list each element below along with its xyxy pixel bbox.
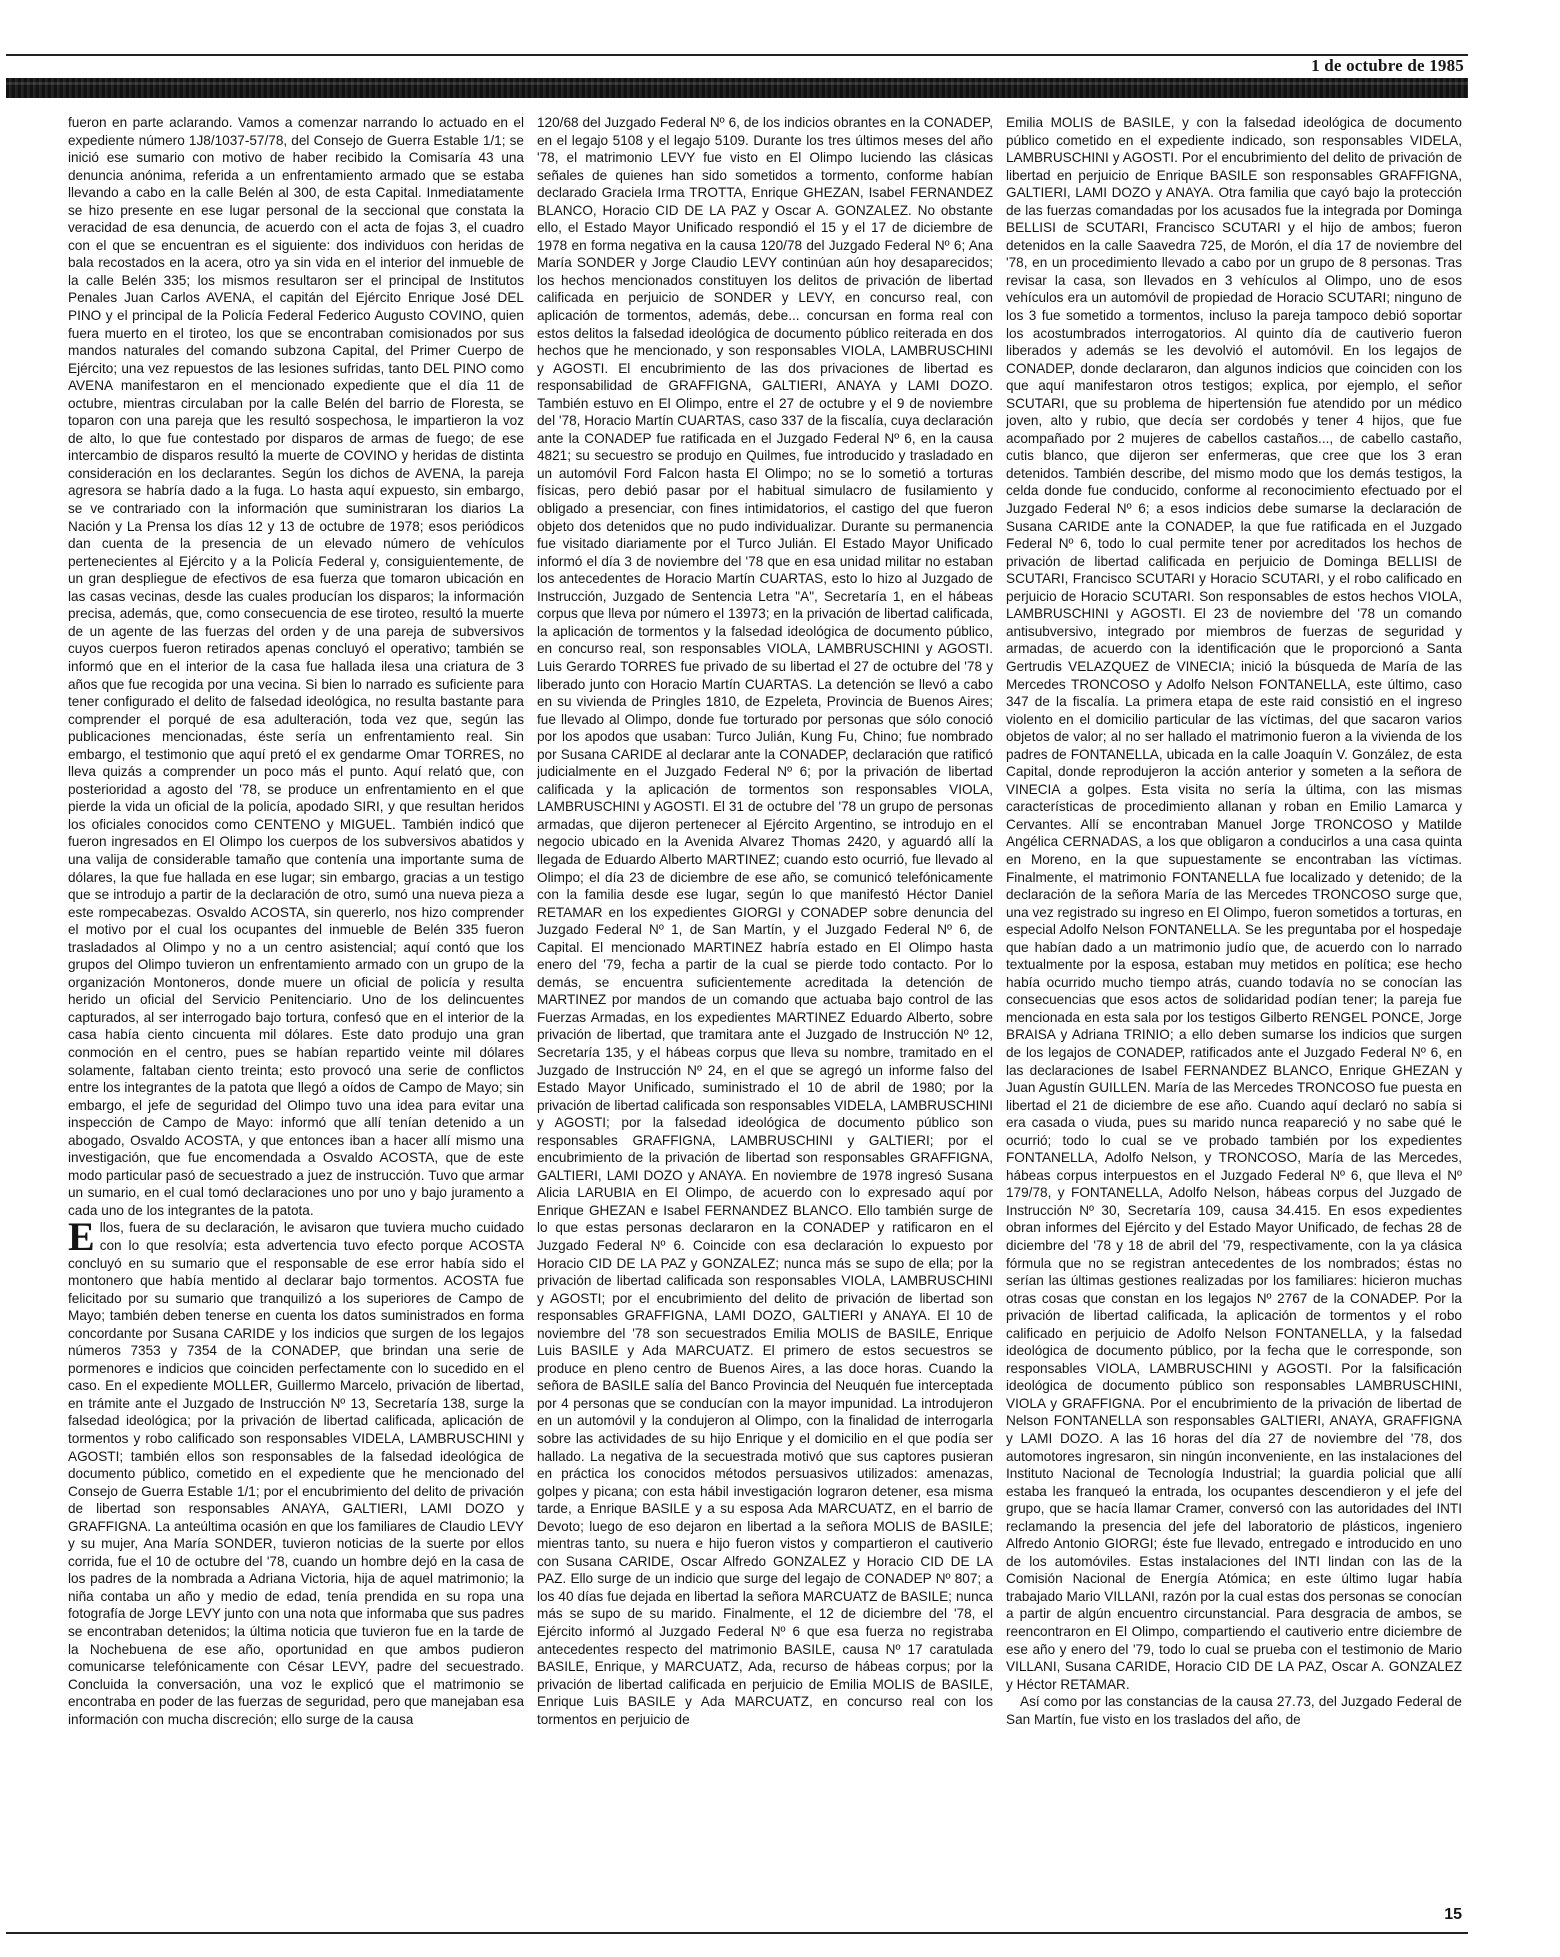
column-1-paragraph-1: fueron en parte aclarando. Vamos a comenzar narrando lo actuado en el expediente número 1J8/1037-57/78, del Consejo de Guerra Estable 1/1; se inició ese sumario con motivo de haber recibido la Comisaría 43 una denuncia anónima, referida a un enfrentamiento armado que se estaba llevando a cabo en la calle Belén al 300, de esta Capital. Inmediatamente se hizo presente en ese lugar personal de la seccional que constata la veracidad de esa denuncia, de acuerdo con el acta de fojas 3, el cuadro con el que se encuentran es el siguiente: dos individuos con heridas de bala recostados en la acera, otro ya sin vida en el interior del inmueble de la calle Belén 335; los mismos resultaron ser el principal de Institutos Penales Juan Carlos AVENA, el capitán del Ejército Enrique José DEL PINO y el principal de la Policía Federal Federico Augusto COVINO, quien fuera muerto en el tiroteo, los que se encontraban comisionados por sus mandos naturales del comando subzona Capital, del Primer Cuerpo de Ejército; una vez repuestos de las lesiones sufridas, tanto DEL PINO como AVENA manifestaron en el mencionado expediente que el día 11 de octubre, mientras circulaban por la calle Belén del barrio de Floresta, se toparon con una pareja que les resultó sospechosa, le impartieron la voz de alto, lo que fue contestado por disparos de armas de fuego; de ese intercambio de disparos resultó la muerte de COVINO y heridas de distinta consideración en los declarantes. Según los dichos de AVENA, la pareja agresora se habría dado a la fuga. Lo hasta aquí expuesto, sin embargo, se ve contrariado con la información que suministraran los diarios La Nación y La Prensa los días 12 y 13 de octubre de 1978; esos periódicos dan cuenta de la presencia de un elevado número de vehículos pertenecientes al Ejército y a la Policía Federal y, consiguientemente, de un gran despliegue de efectivos de esa fuerza que tomaron ubicación en las casas vecinas, desde las cuales producían los disparos; la información precisa, además, que, como consecuencia de ese tiroteo, resultó la muerte de un agente de las fuerzas del orden y de una pareja de subversivos cuyos cuerpos fueron retirados apenas concluyó el operativo; también se informó que en el interior de la casa fue hallada ilesa una criatura de 3 años que fue recogida por una vecina. Si bien lo narrado es suficiente para tener configurado el delito de falsedad ideológica, no resulta bastante para comprender el porqué de esa adulteración, toda vez que, según las publicaciones mencionadas, éste sería un enfrentamiento real. Sin embargo, el testimonio que aquí pretó el ex gendarme Omar TORRES, no lleva quizás a comprender un poco más el punto. Aquí relató que, con posterioridad a agosto del '78, se produce un enfrentamiento en el que pierde la vida un oficial de la policía, apodado SIRI, y que resultan heridos los oficiales conocidos como CENTENO y MIGUEL. También indicó que fueron ingresados en El Olimpo los cuerpos de los subversivos abatidos y una valija de considerable tamaño que contenía una importante suma de dólares, la que fue hallada en ese lugar; sin embargo, gracias a un testigo que se introdujo a partir de la declaración de otro, sumó una nueva pieza a este rompecabezas. Osvaldo ACOSTA, sin quererlo, nos hizo comprender el motivo por el cual los ocupantes del inmueble de Belén 335 fueron trasladados al Olimpo y no a un centro asistencial; aquí contó que los grupos del Olimpo tuvieron un enfrentamiento armado con un grupo de la organización Montoneros, donde muere un oficial de policía y resulta herido un oficial del Servicio Penitenciario. Uno de los delincuentes capturados, al ser interrogado bajo tortura, confesó que en el interior de la casa había ciento cincuenta mil dólares. Este dato produjo una gran conmoción en el centro, pues se habían repartido veinte mil dólares solamente, faltaban ciento treinta; esto provocó una serie de conflictos entre los integrantes de la patota que llegó a oídos de Campo de Mayo; sin embargo, el jefe de seguridad del Olimpo tuvo una idea para evitar una inspección de Campo de Mayo: informó que allí tenían detenido a un abogado, Osvaldo ACOSTA, y que entonces iban a hacer allí mismo una investigación, que fue encomendada a Osvaldo ACOSTA, que de este modo particular pasó de secuestrado a juez de instrucción. Tuvo que armar un sumario, en el cual tomó declaraciones uno por uno y bajo juramento a cada uno de los integrantes de la patota.: [68, 115, 524, 1218]
column-2: [537, 114, 993, 1914]
column-2-paragraph-1: 120/68 del Juzgado Federal Nº 6, de los indicios obrantes en la CONADEP, en el legajo 5108 y el legajo 5109. Durante los tres últimos meses del año '78, el matrimonio LEVY fue visto en El Olimpo luciendo las clásicas señales de quienes han sido sometidos a tormento, conforme habían declarado Graciela Irma TROTTA, Enrique GHEZAN, Isabel FERNANDEZ BLANCO, Horacio CID DE LA PAZ y Oscar A. GONZALEZ. No obstante ello, el Estado Mayor Unificado respondió el 15 y el 17 de diciembre de 1978 en forma negativa en la causa 120/78 del Juzgado Federal Nº 6; Ana María SONDER y Jorge Claudio LEVY continúan aún hoy desaparecidos; los hechos mencionados constituyen los delitos de privación de libertad calificada en perjuicio de SONDER y LEVY, en concurso real, con aplicación de tormentos, además, debe... concursan en forma real con estos delitos la falsedad ideológica de documento público reiterada en dos hechos que he mencionado, y son responsables VIOLA, LAMBRUSCHINI y AGOSTI. El encubrimiento de las dos privaciones de libertad es responsabilidad de GRAFFIGNA, GALTIERI, ANAYA y LAMI DOZO. También estuvo en El Olimpo, entre el 27 de octubre y el 9 de noviembre del '78, Horacio Martín CUARTAS, caso 337 de la fiscalía, cuya declaración ante la CONADEP fue ratificada en el Juzgado Federal Nº 6, en la causa 4821; su secuestro se produjo en Quilmes, fue introducido y trasladado en un automóvil Ford Falcon hasta El Olimpo; no se lo sometió a torturas físicas, pero debió pasar por el habitual simulacro de fusilamiento y obligado a presenciar, con fines intimidatorios, el castigo del que fueron objeto dos detenidos que no pudo individualizar. Durante su permanencia fue visitado diariamente por el Turco Julián. El Estado Mayor Unificado informó el día 3 de noviembre del '78 que en esa unidad militar no estaban los antecedentes de Horacio Martín CUARTAS, esto lo hizo al Juzgado de Instrucción, Juzgado de Sentencia Letra "A", Secretaría 1, en el hábeas corpus que lleva por número el 13973; en la privación de libertad calificada, la aplicación de tormentos y la falsedad ideológica de documento público, en concurso real, son responsables VIOLA, LAMBRUSCHINI y AGOSTI. Luis Gerardo TORRES fue privado de su libertad el 27 de octubre del '78 y liberado junto con Horacio Martín CUARTAS. La detención se llevó a cabo en su vivienda de Pringles 1810, de Ezpeleta, Provincia de Buenos Aires; fue llevado al Olimpo, donde fue torturado por personas que sólo conoció por los apodos que usaban: Turco Julián, Kung Fu, Chino; fue nombrado por Susana CARIDE al declarar ante la CONADEP, declaración que ratificó judicialmente en el Juzgado Federal Nº 6; por la privación de libertad calificada y la aplicación de tormentos son responsables VIOLA, LAMBRUSCHINI y AGOSTI. El 31 de octubre del '78 un grupo de personas armadas, que dijeron pertenecer al Ejército Argentino, se introdujo en el negocio ubicado en la Avenida Alvarez Thomas 2420, y aguardó allí la llegada de Eduardo Alberto MARTINEZ; cuando esto ocurrió, fue llevado al Olimpo; el día 23 de diciembre de ese año, se comunicó telefónicamente con la familia desde ese lugar, según lo que manifestó Héctor Daniel RETAMAR en los expedientes GIORGI y CONADEP sobre denuncia del Juzgado Federal Nº 1, de San Martín, y el Juzgado Federal Nº 6, de Capital. El mencionado MARTINEZ habría estado en El Olimpo hasta enero del '79, fecha a partir de la cual se pierde todo contacto. Por lo demás, se encuentra suficientemente acreditada la detención de MARTINEZ por mandos de un comando que actuaba bajo control de las Fuerzas Armadas, en los expedientes MARTINEZ Eduardo Alberto, sobre privación de libertad, que tramitara ante el Juzgado de Instrucción Nº 12, Secretaría 135, y el hábeas corpus que lleva su nombre, tramitado en el Juzgado de Instrucción Nº 24, en el que se agregó un informe falso del Estado Mayor Unificado, suministrado el 10 de abril de 1980; por la privación de libertad calificada son responsables VIDELA, LAMBRUSCHINI y AGOSTI; por la falsedad ideológica de documento público son responsables GRAFFIGNA, LAMBRUSCHINI y GALTIERI; por el encubrimiento de la privación de libertad son responsables GRAFFIGNA, GALTIERI, LAMI DOZO y ANAYA. En noviembre de 1978 ingresó Susana Alicia LARUBIA en El Olimpo, de acuerdo con lo expresado aquí por Enrique GHEZAN e Isabel FERNANDEZ BLANCO. Ello también surge de lo que estas personas declararon en la CONADEP y ratificaron en el Juzgado Federal Nº 6. Coincide con esa declaración lo expuesto por Horacio CID DE LA PAZ y GONZALEZ; nunca más se supo de ella; por la privación de libertad calificada son responsables VIOLA, LAMBRUSCHINI y AGOSTI; por el encubrimiento del delito de privación de libertad son responsables GRAFFIGNA, LAMI DOZO, GALTIERI y ANAYA. El 10 de noviembre del '78 son secuestrados Emilia MOLIS de BASILE, Enrique Luis BASILE y Ada MARCUATZ. El primero de estos secuestros se produce en pleno centro de Buenos Aires, a las doce horas. Cuando la señora de BASILE salía del Banco Provincia del Neuquén fue interceptada por 4 personas que se conducían con la mayor impunidad. La introdujeron en un automóvil y la condujeron al Olimpo, con la finalidad de interrogarla sobre las actividades de su hijo Enrique y el domicilio en el que podía ser hallado. La negativa de la secuestrada motivó que sus captores pusieran en práctica los conocidos métodos persuasivos utilizados: amenazas, golpes y picana; con esta hábil investigación lograron detener, esa misma tarde, a Enrique BASILE y a su esposa Ada MARCUATZ, en el barrio de Devoto; luego de eso dejaron en libertad a la señora MOLIS de BASILE; mientras tanto, su nuera e hijo fueron vistos y compartieron el cautiverio con Susana CARIDE, Oscar Alfredo GONZALEZ y Horacio CID DE LA PAZ. Ello surge de un indicio que surge del legajo de CONADEP Nº 807; a los 40 días fue dejada en libertad la señora MARCUATZ de BASILE; nunca más se supo de su marido. Finalmente, el 12 de diciembre del '78, el Ejército informó al Juzgado Federal Nº 6 que esa fuerza no registraba antecedentes respecto del matrimonio BASILE, causa Nº 17 caratulada BASILE, Enrique, y MARCUATZ, Ada, recurso de hábeas corpus; por la privación de libertad calificada en perjuicio de Emilia MOLIS de BASILE, Enrique Luis BASILE y Ada MARCUATZ, en concurso real con los tormentos en perjuicio de: [537, 115, 993, 1727]
column-1: [68, 114, 524, 1914]
column-3-paragraph-1: Emilia MOLIS de BASILE, y con la falsedad ideológica de documento público cometido en el expediente indicado, son responsables VIDELA, LAMBRUSCHINI y AGOSTI. Por el encubrimiento del delito de privación de libertad en perjuicio de Enrique BASILE son responsables GRAFFIGNA, GALTIERI, LAMI DOZO y ANAYA. Otra familia que cayó bajo la protección de las fuerzas comandadas por los acusados fue la integrada por Dominga BELLISI de SCUTARI, Francisco SCUTARI y el hijo de ambos; fueron detenidos en la calle Saavedra 725, de Morón, el día 17 de noviembre del '78, en un procedimiento llevado a cabo por un grupo de 8 personas. Tras revisar la casa, son llevados en 3 vehículos al Olimpo, uno de esos vehículos era un automóvil de propiedad de Horacio SCUTARI; ninguno de los 3 fue sometido a tormentos, incluso la pareja tampoco debió soportar los acostumbrados interrogatorios. Al quinto día de cautiverio fueron liberados y además se les devolvió el automóvil. En los legajos de CONADEP, donde declararon, dan algunos indicios que coinciden con los que aquí manifestaron otros testigos; explica, por ejemplo, el señor SCUTARI, que su problema de hipertensión fue atendido por un médico joven, alto y rubio, que decía ser cordobés y tener 4 hijos, que fue acompañado por 2 mujeres de cabellos castaños..., de cabello castaño, cutis blanco, que dijeron ser enfermeras, que cree que los 3 eran detenidos. También describe, del mismo modo que los demás testigos, la celda donde fue conducido, conforme al reconocimiento efectuado por el Juzgado Federal Nº 6; a esos indicios debe sumarse la declaración de Susana CARIDE ante la CONADEP, la que fue ratificada en el Juzgado Federal Nº 6, todo lo cual permite tener por acreditados los hechos de privación de libertad calificada en perjuicio de Dominga BELLISI de SCUTARI, Francisco SCUTARI y Horacio SCUTARI, y el robo calificado en perjuicio de Horacio SCUTARI. Son responsables de estos hechos VIOLA, LAMBRUSCHINI y AGOSTI. El 23 de noviembre del '78 un comando antisubversivo, integrado por miembros de fuerzas de seguridad y armadas, de acuerdo con la identificación que le proporcionó a Santa Gertrudis VELAZQUEZ de VINECIA; inició la búsqueda de María de las Mercedes TRONCOSO y Adolfo Nelson FONTANELLA, este último, caso 347 de la fiscalía. La primera etapa de este raid consistió en el ingreso violento en el domicilio particular de las víctimas, del que sacaron varios objetos de valor; al no ser hallado el matrimonio fueron a la vivienda de los padres de FONTANELLA, ubicada en la calle Joaquín V. González, de esta Capital, donde reprodujeron la acción anterior y someten a la señora de VINECIA a golpes. Esta visita no sería la última, con las mismas características de procedimiento allanan y roban en Emilio Lamarca y Cervantes. Allí se encontraban Manuel Jorge TRONCOSO y Matilde Angélica CERNADAS, a los que obligaron a conducirlos a una casa quinta en Moreno, en la que supuestamente se encontraban las víctimas. Finalmente, el matrimonio FONTANELLA fue localizado y detenido; de la declaración de la señora María de las Mercedes TRONCOSO surge que, una vez registrado su ingreso en El Olimpo, fueron sometidos a torturas, en especial Adolfo Nelson FONTANELLA. Se les preguntaba por el hospedaje que habían dado a un matrimonio judío que, de acuerdo con lo narrado textualmente por la esposa, estaban muy metidos en política; ese hecho había ocurrido mucho tiempo atrás, cuando todavía no se conocían las consecuencias que esos actos de solidaridad podían tener; la pareja fue mencionada en esta sala por los testigos Gilberto RENGEL PONCE, Jorge BRAISA y Adriana TRINIO; a ello deben sumarse los indicios que surgen de los legajos de CONADEP, ratificados ante el Juzgado Federal Nº 6, en las declaraciones de Isabel FERNANDEZ BLANCO, Enrique GHEZAN y Juan Agustín GUILLEN. María de las Mercedes TRONCOSO fue puesta en libertad el 21 de diciembre de ese año. Cuando aquí declaró no sabía si era casada o viuda, pues su marido nunca reapareció y no sabe qué le ocurrió; todo lo cual se ve probado también por los expedientes FONTANELLA, Adolfo Nelson, y TRONCOSO, María de las Mercedes, hábeas corpus interpuestos en el Juzgado Federal Nº 6, que lleva el Nº 179/78, y FONTANELLA, Adolfo Nelson, hábeas corpus del Juzgado de Instrucción Nº 30, Secretaría 109, causa 34.415. En esos expedientes obran informes del Ejército y del Estado Mayor Unificado, de fechas 28 de diciembre del '78 y 18 de abril del '79, respectivamente, con la ya clásica fórmula que no se registran antecedentes de los nombrados; éstas no serían las últimas gestiones realizadas por los familiares: hicieron muchas otras cosas que constan en los legajos Nº 2767 de la CONADEP. Por la privación de libertad calificada, la aplicación de tormentos y el robo calificado en perjuicio de Adolfo Nelson FONTANELLA, y la falsedad ideológica de documento público, por la fecha que le corresponde, son responsables VIOLA, LAMBRUSCHINI y AGOSTI. Por la falsificación ideológica de documento público son responsables LAMBRUSCHINI, VIOLA y GRAFFIGNA. Por el encubrimiento de la privación de libertad de Nelson FONTANELLA son responsables GALTIERI, ANAYA, GRAFFIGNA y LAMI DOZO. A las 16 horas del día 27 de noviembre del '78, dos automotores ingresaron, sin ningún inconveniente, en las instalaciones del Instituto Nacional de Tecnología Industrial; la guardia policial que allí estaba les franqueó la entrada, los ocupantes descendieron y el jefe del grupo, que se hacía llamar Cramer, conversó con las autoridades del INTI reclamando la presencia del jefe del laboratorio de plásticos, ingeniero Alfredo Antonio GIORGI; éste fue llevado, entregado e introducido en uno de los automóviles. Estas instalaciones del INTI lindan con las de la Comisión Nacional de Energía Atómica; en este último lugar había trabajado Mario VILLANI, razón por la cual estas dos personas se conocían a partir de algún encuentro circunstancial. Para desgracia de ambos, se reencontraron en El Olimpo, compartiendo el cautiverio entre diciembre de ese año y enero del '79, todo lo cual se prueba con el testimonio de Mario VILLANI, Susana CARIDE, Horacio CID DE LA PAZ, Oscar A. GONZALEZ y Héctor RETAMAR.: [1006, 115, 1462, 1692]
column-1-paragraph-2-text: llos, fuera de su declaración, le avisaron que tuviera mucho cuidado con lo que resolvía; esta advertencia tuvo efecto porque ACOSTA concluyó en su sumario que el responsable de ese error había sido el montonero que había mentido al declarar bajo tormentos. ACOSTA fue felicitado por su sumario que tranquilizó a los superiores de Campo de Mayo; también deben tenerse en cuenta los datos suministrados en forma concordante por Susana CARIDE y los indicios que surgen de los legajos números 7353 y 7354 de la CONADEP, que brindan una serie de pormenores e indicios que coinciden perfectamente con lo sucedido en el caso. En el expediente MOLLER, Guillermo Marcelo, privación de libertad, en trámite ante el Juzgado de Instrucción Nº 13, Secretaría 138, surge la falsedad ideológica; por la privación de libertad calificada, aplicación de tormentos y robo calificado son responsables VIDELA, LAMBRUSCHINI y AGOSTI; también ellos son responsables de la falsedad ideológica de documento público, cometido en el expediente que he mencionado del Consejo de Guerra Estable 1/1; por el encubrimiento del delito de privación de libertad son responsables ANAYA, GALTIERI, LAMI DOZO y GRAFFIGNA. La anteúltima ocasión en que los familiares de Claudio LEVY y su mujer, Ana María SONDER, tuvieron noticias de la suerte por ellos corrida, fue el 10 de octubre del '78, cuando un hombre dejó en la casa de los padres de la nombrada a Adriana Victoria, hija de aquel matrimonio; la niña contaba un año y medio de edad, tenía prendida en su ropa una fotografía de Jorge LEVY junto con una nota que informaba que sus padres se encontraban detenidos; la última noticia que tuvieron fue en la tarde de la Nochebuena de ese año, oportunidad en que ambos pudieron comunicarse telefónicamente con César LEVY, padre del secuestrado. Concluida la conversación, una voz le explicó que el matrimonio se encontraba en poder de las fuerzas de seguridad, pero que manejaban esa información con mucha discreción; ello surge de la causa: [68, 1220, 524, 1727]
dropcap: E: [68, 1214, 95, 1260]
column-3: [1006, 114, 1462, 1914]
bottom-rule: [6, 1932, 1468, 1934]
column-1-paragraph-2: [68, 1214, 524, 1728]
header-date: 1 de octubre de 1985: [1311, 56, 1464, 75]
header-band: [6, 78, 1468, 98]
top-rule: [6, 54, 1468, 56]
column-3-paragraph-2: Así como por las constancias de la causa 27.73, del Juzgado Federal de San Martín, fue visto en los traslados del año, de: [1006, 1694, 1462, 1727]
article-columns: [6, 114, 1468, 1914]
page-number: 15: [1444, 1906, 1462, 1923]
